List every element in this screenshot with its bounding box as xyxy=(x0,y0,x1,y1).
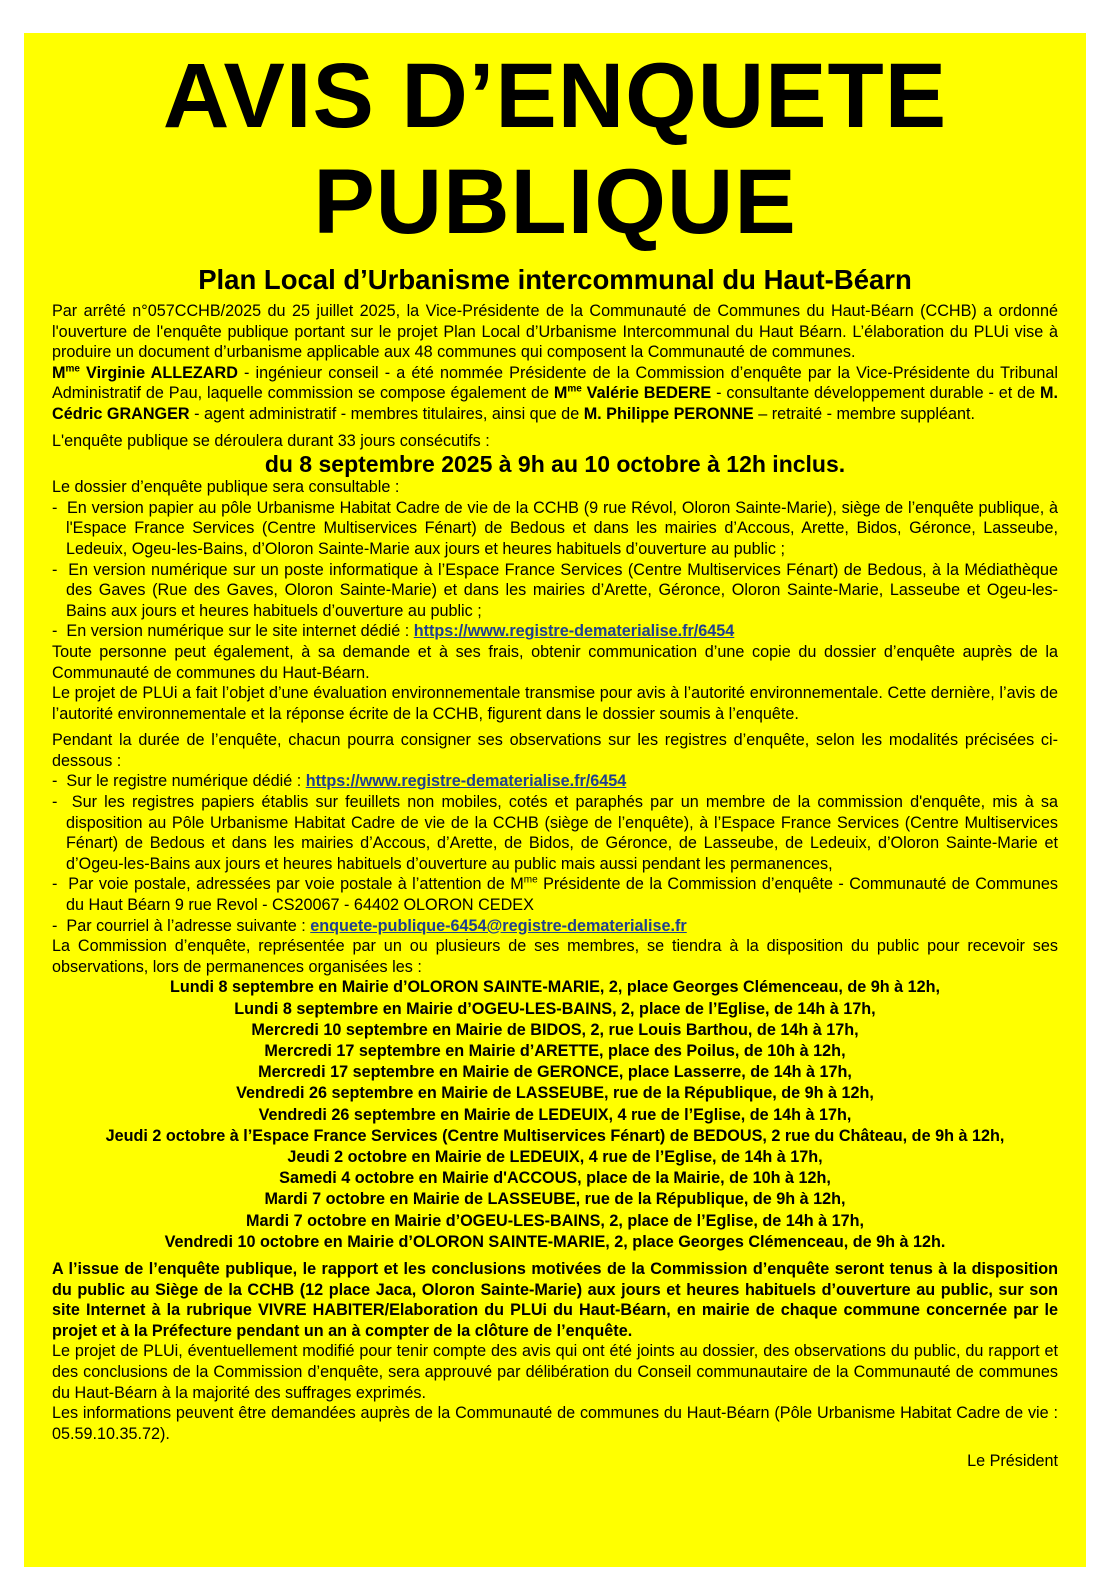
obs-post xyxy=(52,874,1058,915)
permanence-item: Jeudi 2 octobre en Mairie de LEDEUIX, 4 rue de l’Eglise, de 14h à 17h, xyxy=(287,1148,823,1167)
dossier-website xyxy=(52,621,1058,642)
dossier-paper: - En version papier au pôle Urbanisme Habitat Cadre de vie de la CCHB (9 rue Révol, Oloron Sainte-Marie), siège de l’enquête publique, à l'Espace France Services (Centre Multiservices Fénart) de Bedous et dans les mairies d’Accous, Arette, Bidos, Géronce, Lasseube, Ledeuix, Ogeu-les-Bains, d’Oloron Sainte-Marie aux jours et heures habituels d’ouverture au public ; xyxy=(52,498,1058,560)
intro-paragraph: Par arrêté n°057CCHB/2025 du 25 juillet 2025, la Vice-Présidente de la Communauté de Communes du Haut-Béarn (CCHB) a ordonné l'ouverture de l'enquête publique portant sur le projet Plan Local d’Urbanisme Intercommunal du Haut Béarn. L’élaboration du PLUi vise à produire un document d’urbanisme applicable aux 48 communes qui composent la Communauté de communes. xyxy=(52,302,1058,362)
permanence-item: Lundi 8 septembre en Mairie d’OGEU-LES-BAINS, 2, place de l’Eglise, de 14h à 17h, xyxy=(234,999,876,1018)
permanences-list xyxy=(52,977,1058,1253)
permanence-item: Vendredi 26 septembre en Mairie de LEDEUIX, 4 rue de l’Eglise, de 14h à 17h, xyxy=(258,1105,852,1124)
member-1-name: Virginie ALLEZARD xyxy=(79,363,238,382)
permanence-item: Mercredi 17 septembre en Mairie d’ARETTE, place des Poilus, de 10h à 12h, xyxy=(264,1042,846,1061)
obs-digital-text: Sur le registre numérique dédié : xyxy=(66,772,306,791)
notice-poster xyxy=(24,33,1086,1567)
registre-link[interactable]: https://www.registre-dematerialise.fr/6454 xyxy=(413,622,735,641)
obs-paper: - Sur les registres papiers établis sur feuillets non mobiles, cotés et paraphés par un membre de la commission d'enquête, mis à sa disposition au Pôle Urbanisme Habitat Cadre de vie de la CCHB (siège de l’enquête), à l’Espace France Services (Centre Multiservices Fénart) de Bedous et dans les mairies d’Accous, d’Arette, de Bidos, de Géronce, de Lasseube, de Ledeuix, d’Oloron Sainte-Marie et d’Ogeu-les-Bains aux jours et heures habituels d’ouverture au public mais aussi pendant les permanences, xyxy=(52,792,1058,874)
dossier-computer: - En version numérique sur un poste informatique à l’Espace France Services (Centre Multiservices Fénart) de Bedous, à la Médiathèque des Gaves (Rue des Gaves, Oloron Sainte-Marie) et dans les mairies d’Arette, Géronce, Oloron Sainte-Marie, Lasseube et Ogeu-les-Bains aux jours et heures habituels d’ouverture au public ; xyxy=(52,560,1058,622)
obs-digital xyxy=(52,771,1058,792)
member-2-sup: me xyxy=(567,383,582,395)
obs-mail xyxy=(52,916,1058,937)
commission-paragraph xyxy=(52,363,1058,425)
email-link[interactable]: enquete-publique-6454@registre-dematerialise.fr xyxy=(310,916,687,935)
copy-paragraph: Toute personne peut également, à sa demande et à ses frais, obtenir communication d’une copie du dossier d’enquête auprès de la Communauté de communes du Haut-Béarn. xyxy=(52,642,1058,682)
permanence-item: Vendredi 10 octobre en Mairie d’OLORON SAINTE-MARIE, 2, place Georges Clémenceau, de 9h à 12h. xyxy=(164,1232,946,1251)
obs-post-sup: me xyxy=(523,875,538,887)
permanences-intro: La Commission d’enquête, représentée par un ou plusieurs de ses membres, se tiendra à la disposition du public pour recevoir ses observations, lors de permanences organisées les : xyxy=(52,937,1058,976)
observations-list xyxy=(52,771,1058,936)
notice-title xyxy=(52,43,1058,255)
obs-post-a: Par voie postale, adressées par voie postale à l’attention de M xyxy=(68,875,524,894)
obs-post-b: Présidente de la Commission d’enquête - Communauté de Communes du Haut Béarn 9 rue Revol - CS20067 - 64402 OLORON CEDEX xyxy=(66,875,1058,915)
member-1-title: M xyxy=(52,363,66,382)
member-2-name: Valérie BEDERE xyxy=(581,384,712,403)
permanence-item: Mercredi 17 septembre en Mairie de GERONCE, place Lasserre, de 14h à 17h, xyxy=(258,1063,852,1082)
permanence-item: Samedi 4 octobre en Mairie d'ACCOUS, place de la Mairie, de 10h à 12h, xyxy=(279,1169,831,1188)
permanence-item: Lundi 8 septembre en Mairie d’OLORON SAINTE-MARIE, 2, place Georges Clémenceau, de 9h à 12h, xyxy=(169,978,940,997)
member-1-sup: me xyxy=(65,363,80,375)
duration-text: L'enquête publique se déroulera durant 33 jours consécutifs : xyxy=(52,431,490,450)
member-4-text: – retraité - membre suppléant. xyxy=(753,404,976,423)
member-4-name: M. Philippe PERONNE xyxy=(583,404,754,423)
member-3-text: - agent administratif - membres titulaires, ainsi que de xyxy=(189,404,584,423)
dossier-intro: Le dossier d’enquête publique sera consultable : xyxy=(52,478,400,497)
member-2-text: - consultante développement durable - et de xyxy=(711,384,1040,403)
info-paragraph: Les informations peuvent être demandées auprès de la Communauté de communes du Haut-Béarn (Pôle Urbanisme Habitat Cadre de vie : 05.59.10.35.72). xyxy=(52,1404,1058,1443)
inquiry-dates: du 8 septembre 2025 à 9h au 10 octobre à 12h inclus. xyxy=(264,451,846,478)
observations-intro: Pendant la durée de l’enquête, chacun pourra consigner ses observations sur les registres d’enquête, selon les modalités précisées ci-dessous : xyxy=(52,731,1058,770)
permanence-item: Mardi 7 octobre en Mairie d’OGEU-LES-BAINS, 2, place de l’Eglise, de 14h à 17h, xyxy=(246,1211,864,1230)
title-line-2: PUBLIQUE xyxy=(313,151,797,253)
obs-mail-text: Par courriel à l’adresse suivante : xyxy=(66,916,311,935)
report-paragraph: A l’issue de l’enquête publique, le rapport et les conclusions motivées de la Commission d’enquête seront tenus à la disposition du public au Siège de la CCHB (12 place Jaca, Oloron Sainte-Marie) aux jours et heures habituels d’ouverture au public, sur son site Internet à la rubrique VIVRE HABITER/Elaboration du PLUi du Haut-Béarn, en mairie de chaque commune concernée par le projet et à la Préfecture pendant un an à compter de la clôture de l’enquête. xyxy=(52,1260,1058,1340)
notice-subtitle: Plan Local d’Urbanisme intercommunal du Haut-Béarn xyxy=(198,264,912,295)
permanence-item: Jeudi 2 octobre à l’Espace France Services (Centre Multiservices Fénart) de BEDOUS, 2 rue du Château, de 9h à 12h, xyxy=(105,1126,1005,1145)
approval-paragraph: Le projet de PLUi, éventuellement modifié pour tenir compte des avis qui ont été joints au dossier, des observations du public, du rapport et des conclusions de la Commission d’enquête, sera approuvé par délibération du Conseil communautaire de la Communauté de communes du Haut-Béarn à la majorité des suffrages exprimés. xyxy=(52,1342,1058,1402)
signature: Le Président xyxy=(967,1452,1058,1471)
permanence-item: Mercredi 10 septembre en Mairie de BIDOS, 2, rue Louis Barthou, de 14h à 17h, xyxy=(251,1020,859,1039)
member-1-text: - ingénieur conseil - a été nommée Présidente de la Commission d’enquête par la Vice-Présidente du Tribunal Administratif de Pau, laquelle commission se compose également de xyxy=(52,363,1058,403)
environment-paragraph: Le projet de PLUi a fait l’objet d’une évaluation environnementale transmise pour avis à l’autorité environnementale. Cette dernière, l’avis de l’autorité environnementale et la réponse écrite de la CCHB, figurent dans le dossier soumis à l’enquête. xyxy=(52,684,1058,723)
member-2-title: M xyxy=(553,384,568,403)
dossier-website-text: En version numérique sur le site internet dédié : xyxy=(66,622,414,641)
permanence-item: Vendredi 26 septembre en Mairie de LASSEUBE, rue de la République, de 9h à 12h, xyxy=(236,1084,874,1103)
title-line-1: AVIS D’ENQUETE xyxy=(162,45,948,147)
permanence-item: Mardi 7 octobre en Mairie de LASSEUBE, rue de la République, de 9h à 12h, xyxy=(264,1190,846,1209)
dossier-list xyxy=(52,498,1058,642)
member-3-name: M. Cédric GRANGER xyxy=(52,384,1058,423)
registre-digital-link[interactable]: https://www.registre-dematerialise.fr/6454 xyxy=(305,772,627,791)
